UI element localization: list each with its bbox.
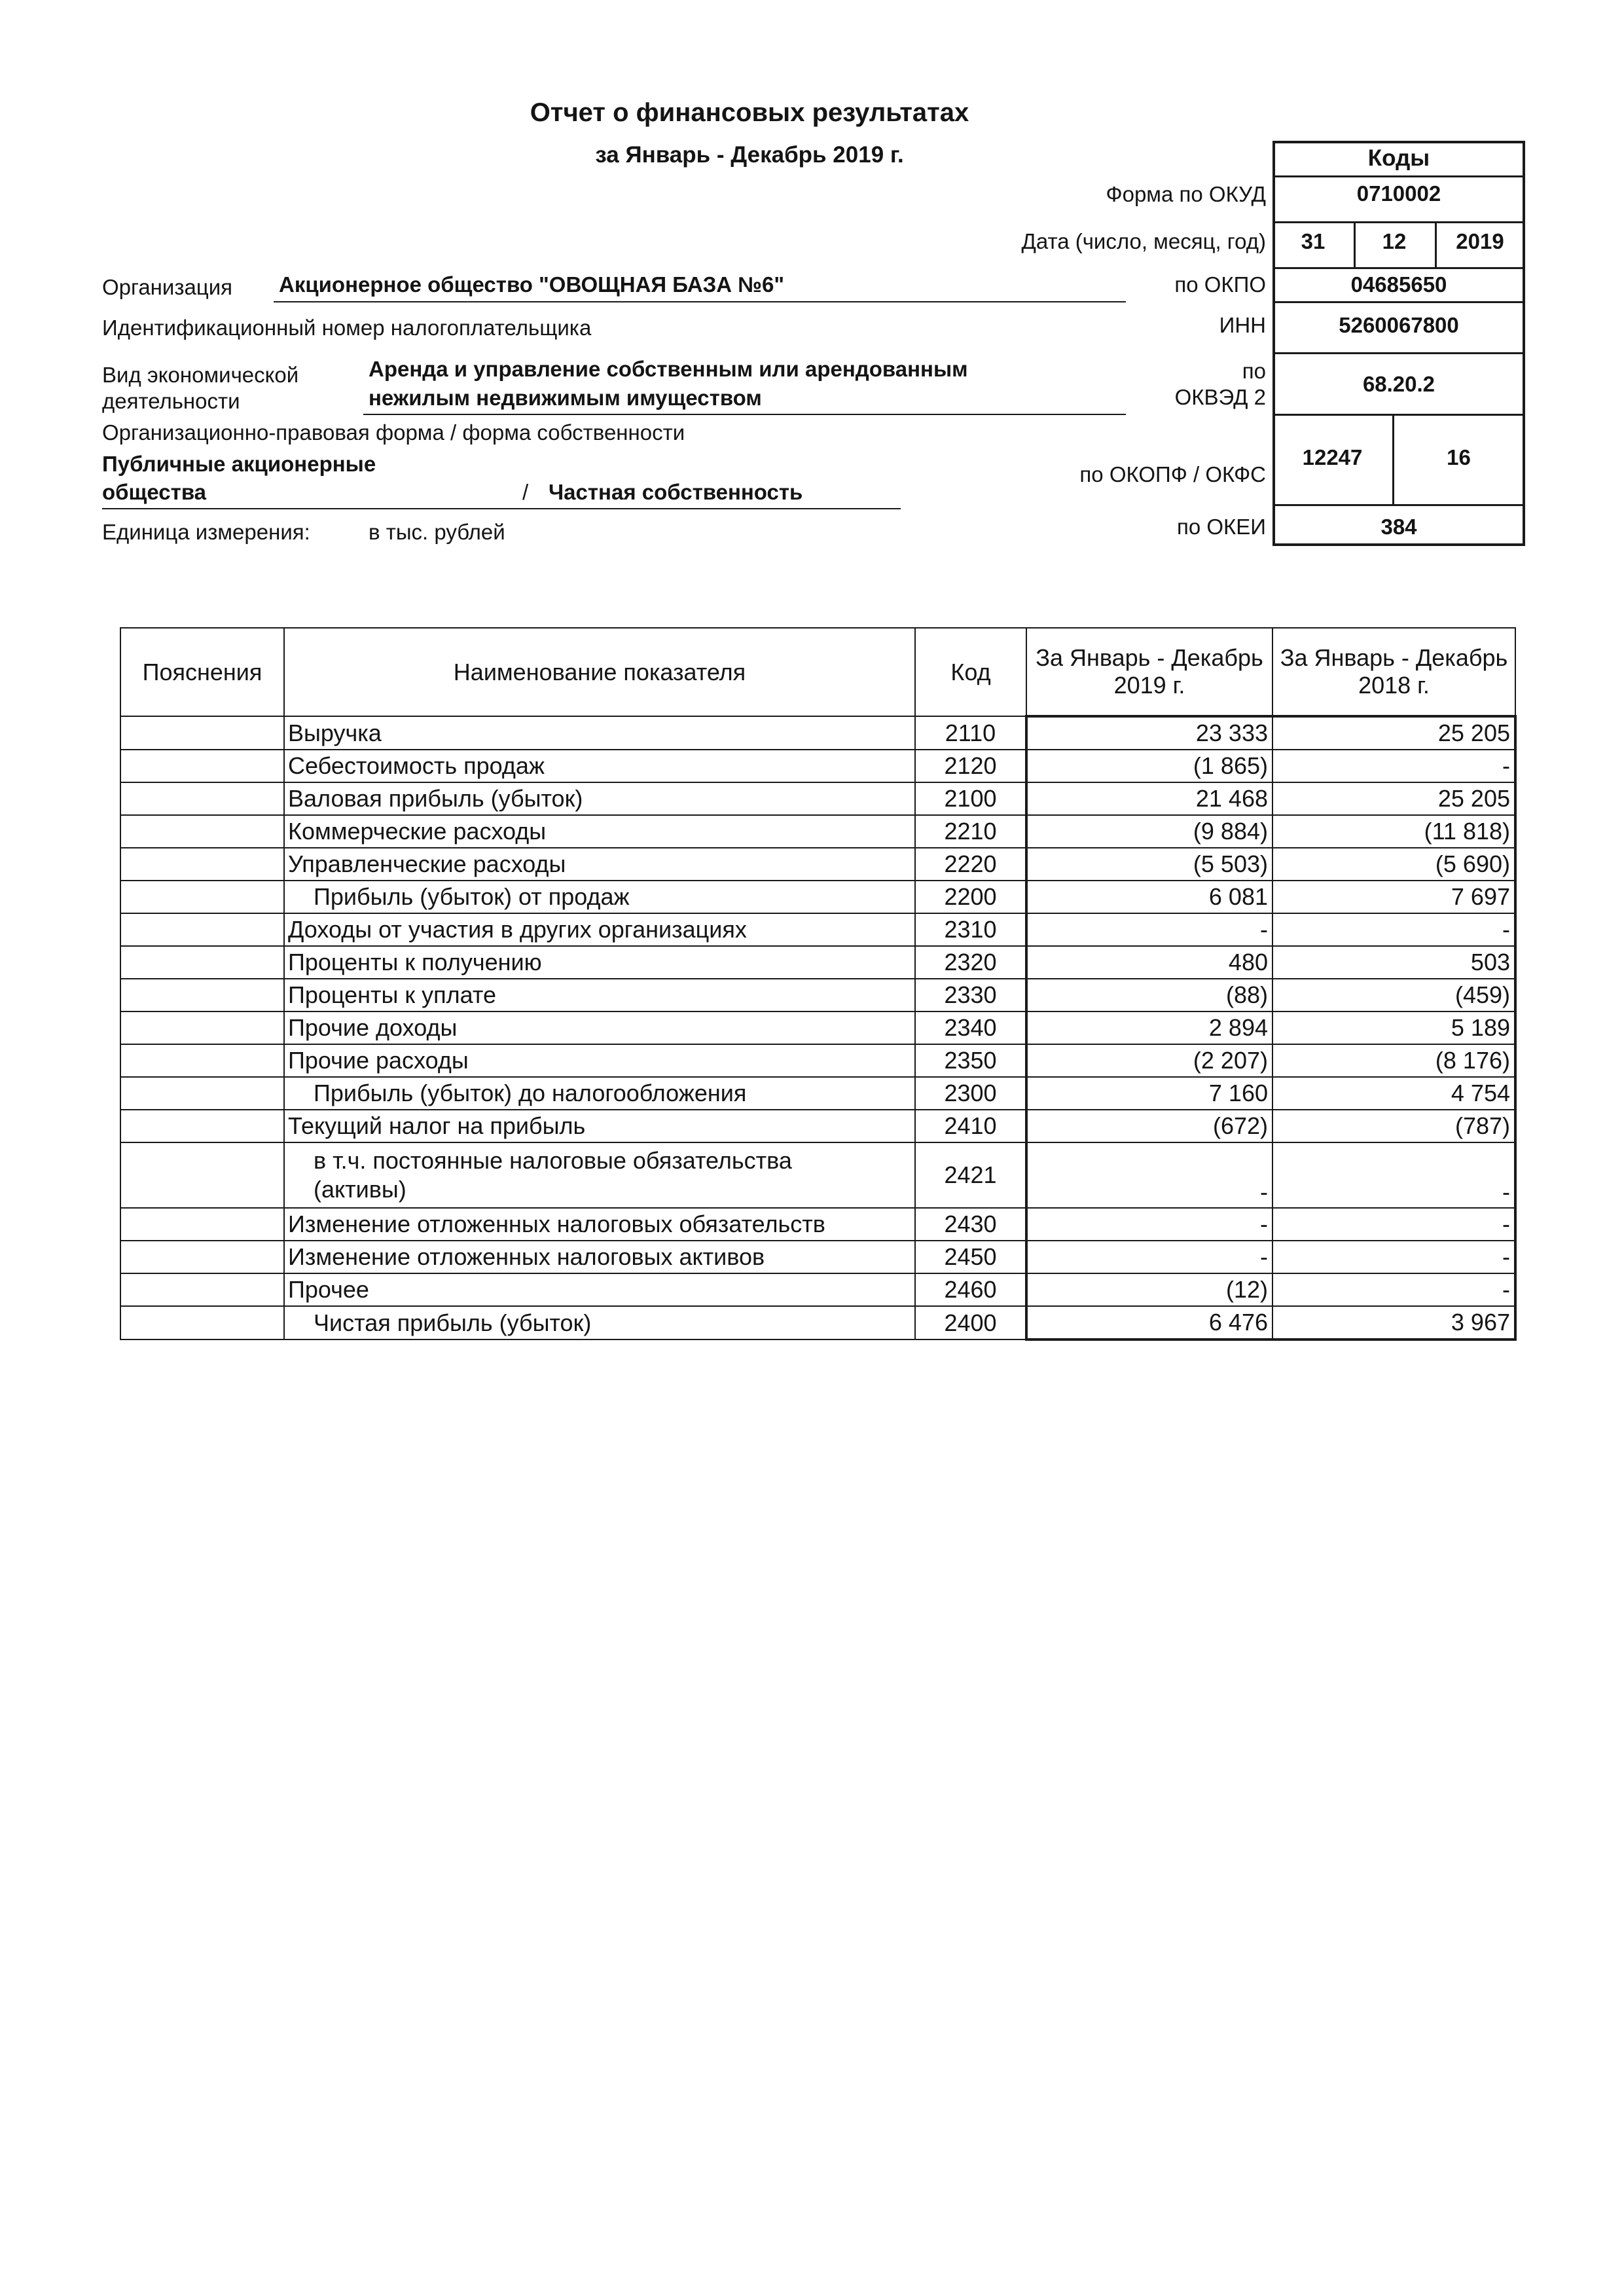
unit-value: в тыс. рублей	[369, 520, 505, 544]
header-current-line-2: 2019 г.	[1113, 672, 1185, 699]
value-current: (672)	[1026, 1110, 1272, 1142]
value-previous: 3 967	[1272, 1306, 1515, 1339]
value-current: 7 160	[1026, 1077, 1272, 1110]
okpo-label: по ОКПО	[1174, 272, 1266, 297]
legal-form-line-1: Публичные акционерные	[102, 452, 376, 476]
okud-code: 0710002	[1356, 181, 1441, 206]
table-header-row	[120, 628, 1515, 716]
value-current: 6 081	[1026, 881, 1272, 913]
indicator-name-line-2: (активы)	[314, 1176, 406, 1203]
indicator-code: 2200	[915, 881, 1026, 913]
indicator-code: 2220	[915, 848, 1026, 881]
notes-cell	[120, 979, 284, 1011]
value-previous: -	[1272, 1241, 1515, 1273]
table-row	[120, 716, 1515, 750]
header-current-line-1: За Январь - Декабрь	[1036, 644, 1263, 671]
okopf-label: по ОКОПФ / ОКФС	[1079, 462, 1266, 486]
table-row	[120, 1110, 1515, 1142]
org-label: Организация	[102, 275, 233, 299]
value-previous: (787)	[1272, 1110, 1515, 1142]
indicator-code: 2330	[915, 979, 1026, 1011]
table-row	[120, 1142, 1515, 1208]
table-row	[120, 782, 1515, 815]
notes-cell	[120, 750, 284, 782]
value-current: (9 884)	[1026, 815, 1272, 848]
inn-code: 5260067800	[1339, 313, 1459, 337]
value-current: (88)	[1026, 979, 1272, 1011]
value-previous: 25 205	[1272, 716, 1515, 750]
notes-cell	[120, 1110, 284, 1142]
value-current: 2 894	[1026, 1011, 1272, 1044]
table-row	[120, 1208, 1515, 1241]
header-previous-line-1: За Январь - Декабрь	[1280, 644, 1508, 671]
value-current: 480	[1026, 946, 1272, 979]
value-previous: -	[1272, 1142, 1515, 1208]
okopf-code: 12247	[1302, 445, 1363, 469]
okei-code: 384	[1380, 515, 1417, 539]
indicator-name: Управленческие расходы	[284, 848, 915, 881]
notes-cell	[120, 913, 284, 946]
indicator-code: 2210	[915, 815, 1026, 848]
indicator-name	[284, 1142, 915, 1208]
activity-line-2: нежилым недвижимым имуществом	[369, 386, 762, 410]
unit-label: Единица измерения:	[102, 520, 310, 544]
ownership: Частная собственность	[549, 480, 803, 504]
indicator-code: 2460	[915, 1273, 1026, 1306]
indicator-name: Проценты к уплате	[284, 979, 915, 1011]
indicator-name: Прочее	[284, 1273, 915, 1306]
indicator-code: 2450	[915, 1241, 1026, 1273]
activity-label-2: деятельности	[102, 389, 240, 413]
value-previous: -	[1272, 750, 1515, 782]
date-month: 12	[1382, 229, 1407, 253]
value-current: (1 865)	[1026, 750, 1272, 782]
indicator-code: 2350	[915, 1044, 1026, 1077]
indicator-name: Прибыль (убыток) от продаж	[284, 881, 915, 913]
indicator-code: 2300	[915, 1077, 1026, 1110]
indicator-name-line-1: в т.ч. постоянные налоговые обязательства	[314, 1147, 792, 1174]
table-row	[120, 1077, 1515, 1110]
indicator-name: Прочие расходы	[284, 1044, 915, 1077]
notes-cell	[120, 1077, 284, 1110]
value-previous: 5 189	[1272, 1011, 1515, 1044]
table-row	[120, 913, 1515, 946]
legal-form-label: Организационно-правовая форма / форма собственности	[102, 420, 685, 445]
indicator-code: 2421	[915, 1142, 1026, 1208]
value-current: 6 476	[1026, 1306, 1272, 1339]
indicator-name: Себестоимость продаж	[284, 750, 915, 782]
indicator-code: 2410	[915, 1110, 1026, 1142]
table-row	[120, 848, 1515, 881]
date-year: 2019	[1456, 229, 1504, 253]
activity-line-1: Аренда и управление собственным или арендованным	[369, 357, 968, 381]
indicator-name: Изменение отложенных налоговых обязательств	[284, 1208, 915, 1241]
activity-label-1: Вид экономической	[102, 363, 299, 387]
table-row	[120, 750, 1515, 782]
indicator-name: Прочие доходы	[284, 1011, 915, 1044]
inn-field-label: Идентификационный номер налогоплательщика	[102, 316, 592, 340]
value-previous: -	[1272, 1208, 1515, 1241]
value-previous: -	[1272, 913, 1515, 946]
indicator-name: Текущий налог на прибыль	[284, 1110, 915, 1142]
value-current: 21 468	[1026, 782, 1272, 815]
value-current: (2 207)	[1026, 1044, 1272, 1077]
value-current: -	[1026, 1208, 1272, 1241]
notes-cell	[120, 1273, 284, 1306]
table-row	[120, 1306, 1515, 1339]
header-current-period	[1026, 628, 1272, 716]
notes-cell	[120, 1044, 284, 1077]
header-previous-line-2: 2018 г.	[1358, 672, 1430, 699]
table-row	[120, 815, 1515, 848]
date-day: 31	[1301, 229, 1326, 253]
indicator-code: 2100	[915, 782, 1026, 815]
value-current: (5 503)	[1026, 848, 1272, 881]
value-current: (12)	[1026, 1273, 1272, 1306]
notes-cell	[120, 782, 284, 815]
indicator-code: 2430	[915, 1208, 1026, 1241]
okved-code: 68.20.2	[1362, 372, 1435, 396]
table-row	[120, 979, 1515, 1011]
table-row	[120, 1241, 1515, 1273]
notes-cell	[120, 815, 284, 848]
codes-heading: Коды	[1272, 141, 1525, 177]
value-previous: 4 754	[1272, 1077, 1515, 1110]
value-previous: 25 205	[1272, 782, 1515, 815]
table-row	[120, 1044, 1515, 1077]
value-previous: (459)	[1272, 979, 1515, 1011]
indicator-name: Чистая прибыль (убыток)	[284, 1306, 915, 1339]
header-notes: Пояснения	[120, 628, 284, 716]
okved-label-2: ОКВЭД 2	[1174, 385, 1266, 409]
notes-cell	[120, 1011, 284, 1044]
org-name: Акционерное общество "ОВОЩНАЯ БАЗА №6"	[279, 272, 785, 297]
legal-form-line-2: общества	[102, 480, 207, 504]
header-name: Наименование показателя	[284, 628, 915, 716]
value-previous: (11 818)	[1272, 815, 1515, 848]
header-code: Код	[915, 628, 1026, 716]
table-row	[120, 1273, 1515, 1306]
table-row	[120, 946, 1515, 979]
value-current: 23 333	[1026, 716, 1272, 750]
okfs-code: 16	[1447, 445, 1471, 469]
notes-cell	[120, 881, 284, 913]
okpo-code: 04685650	[1350, 272, 1447, 297]
notes-cell	[120, 946, 284, 979]
form-separator: /	[522, 480, 529, 504]
indicator-code: 2110	[915, 716, 1026, 750]
okved-label-1: по	[1242, 359, 1266, 383]
indicator-code: 2120	[915, 750, 1026, 782]
value-previous: 503	[1272, 946, 1515, 979]
value-current: -	[1026, 1142, 1272, 1208]
notes-cell	[120, 1142, 284, 1208]
indicator-name: Валовая прибыль (убыток)	[284, 782, 915, 815]
indicator-name: Коммерческие расходы	[284, 815, 915, 848]
date-label: Дата (число, месяц, год)	[1021, 229, 1266, 253]
header-previous-period	[1272, 628, 1515, 716]
report-title: Отчет о финансовых результатах	[530, 98, 969, 127]
table-row	[120, 881, 1515, 913]
notes-cell	[120, 1208, 284, 1241]
financial-results-table	[120, 627, 1517, 1341]
indicator-code: 2340	[915, 1011, 1026, 1044]
indicator-name: Проценты к получению	[284, 946, 915, 979]
okud-label: Форма по ОКУД	[1106, 182, 1266, 206]
value-previous: 7 697	[1272, 881, 1515, 913]
value-current: -	[1026, 913, 1272, 946]
inn-label: ИНН	[1219, 313, 1266, 337]
value-previous: (8 176)	[1272, 1044, 1515, 1077]
notes-cell	[120, 716, 284, 750]
report-period: за Январь - Декабрь 2019 г.	[595, 142, 904, 168]
value-previous: -	[1272, 1273, 1515, 1306]
indicator-name: Выручка	[284, 716, 915, 750]
value-current: -	[1026, 1241, 1272, 1273]
notes-cell	[120, 1306, 284, 1339]
okei-label: по ОКЕИ	[1176, 515, 1266, 539]
indicator-name: Изменение отложенных налоговых активов	[284, 1241, 915, 1273]
value-previous: (5 690)	[1272, 848, 1515, 881]
indicator-code: 2310	[915, 913, 1026, 946]
table-row	[120, 1011, 1515, 1044]
notes-cell	[120, 848, 284, 881]
indicator-name: Прибыль (убыток) до налогообложения	[284, 1077, 915, 1110]
notes-cell	[120, 1241, 284, 1273]
indicator-code: 2400	[915, 1306, 1026, 1339]
indicator-name: Доходы от участия в других организациях	[284, 913, 915, 946]
indicator-code: 2320	[915, 946, 1026, 979]
